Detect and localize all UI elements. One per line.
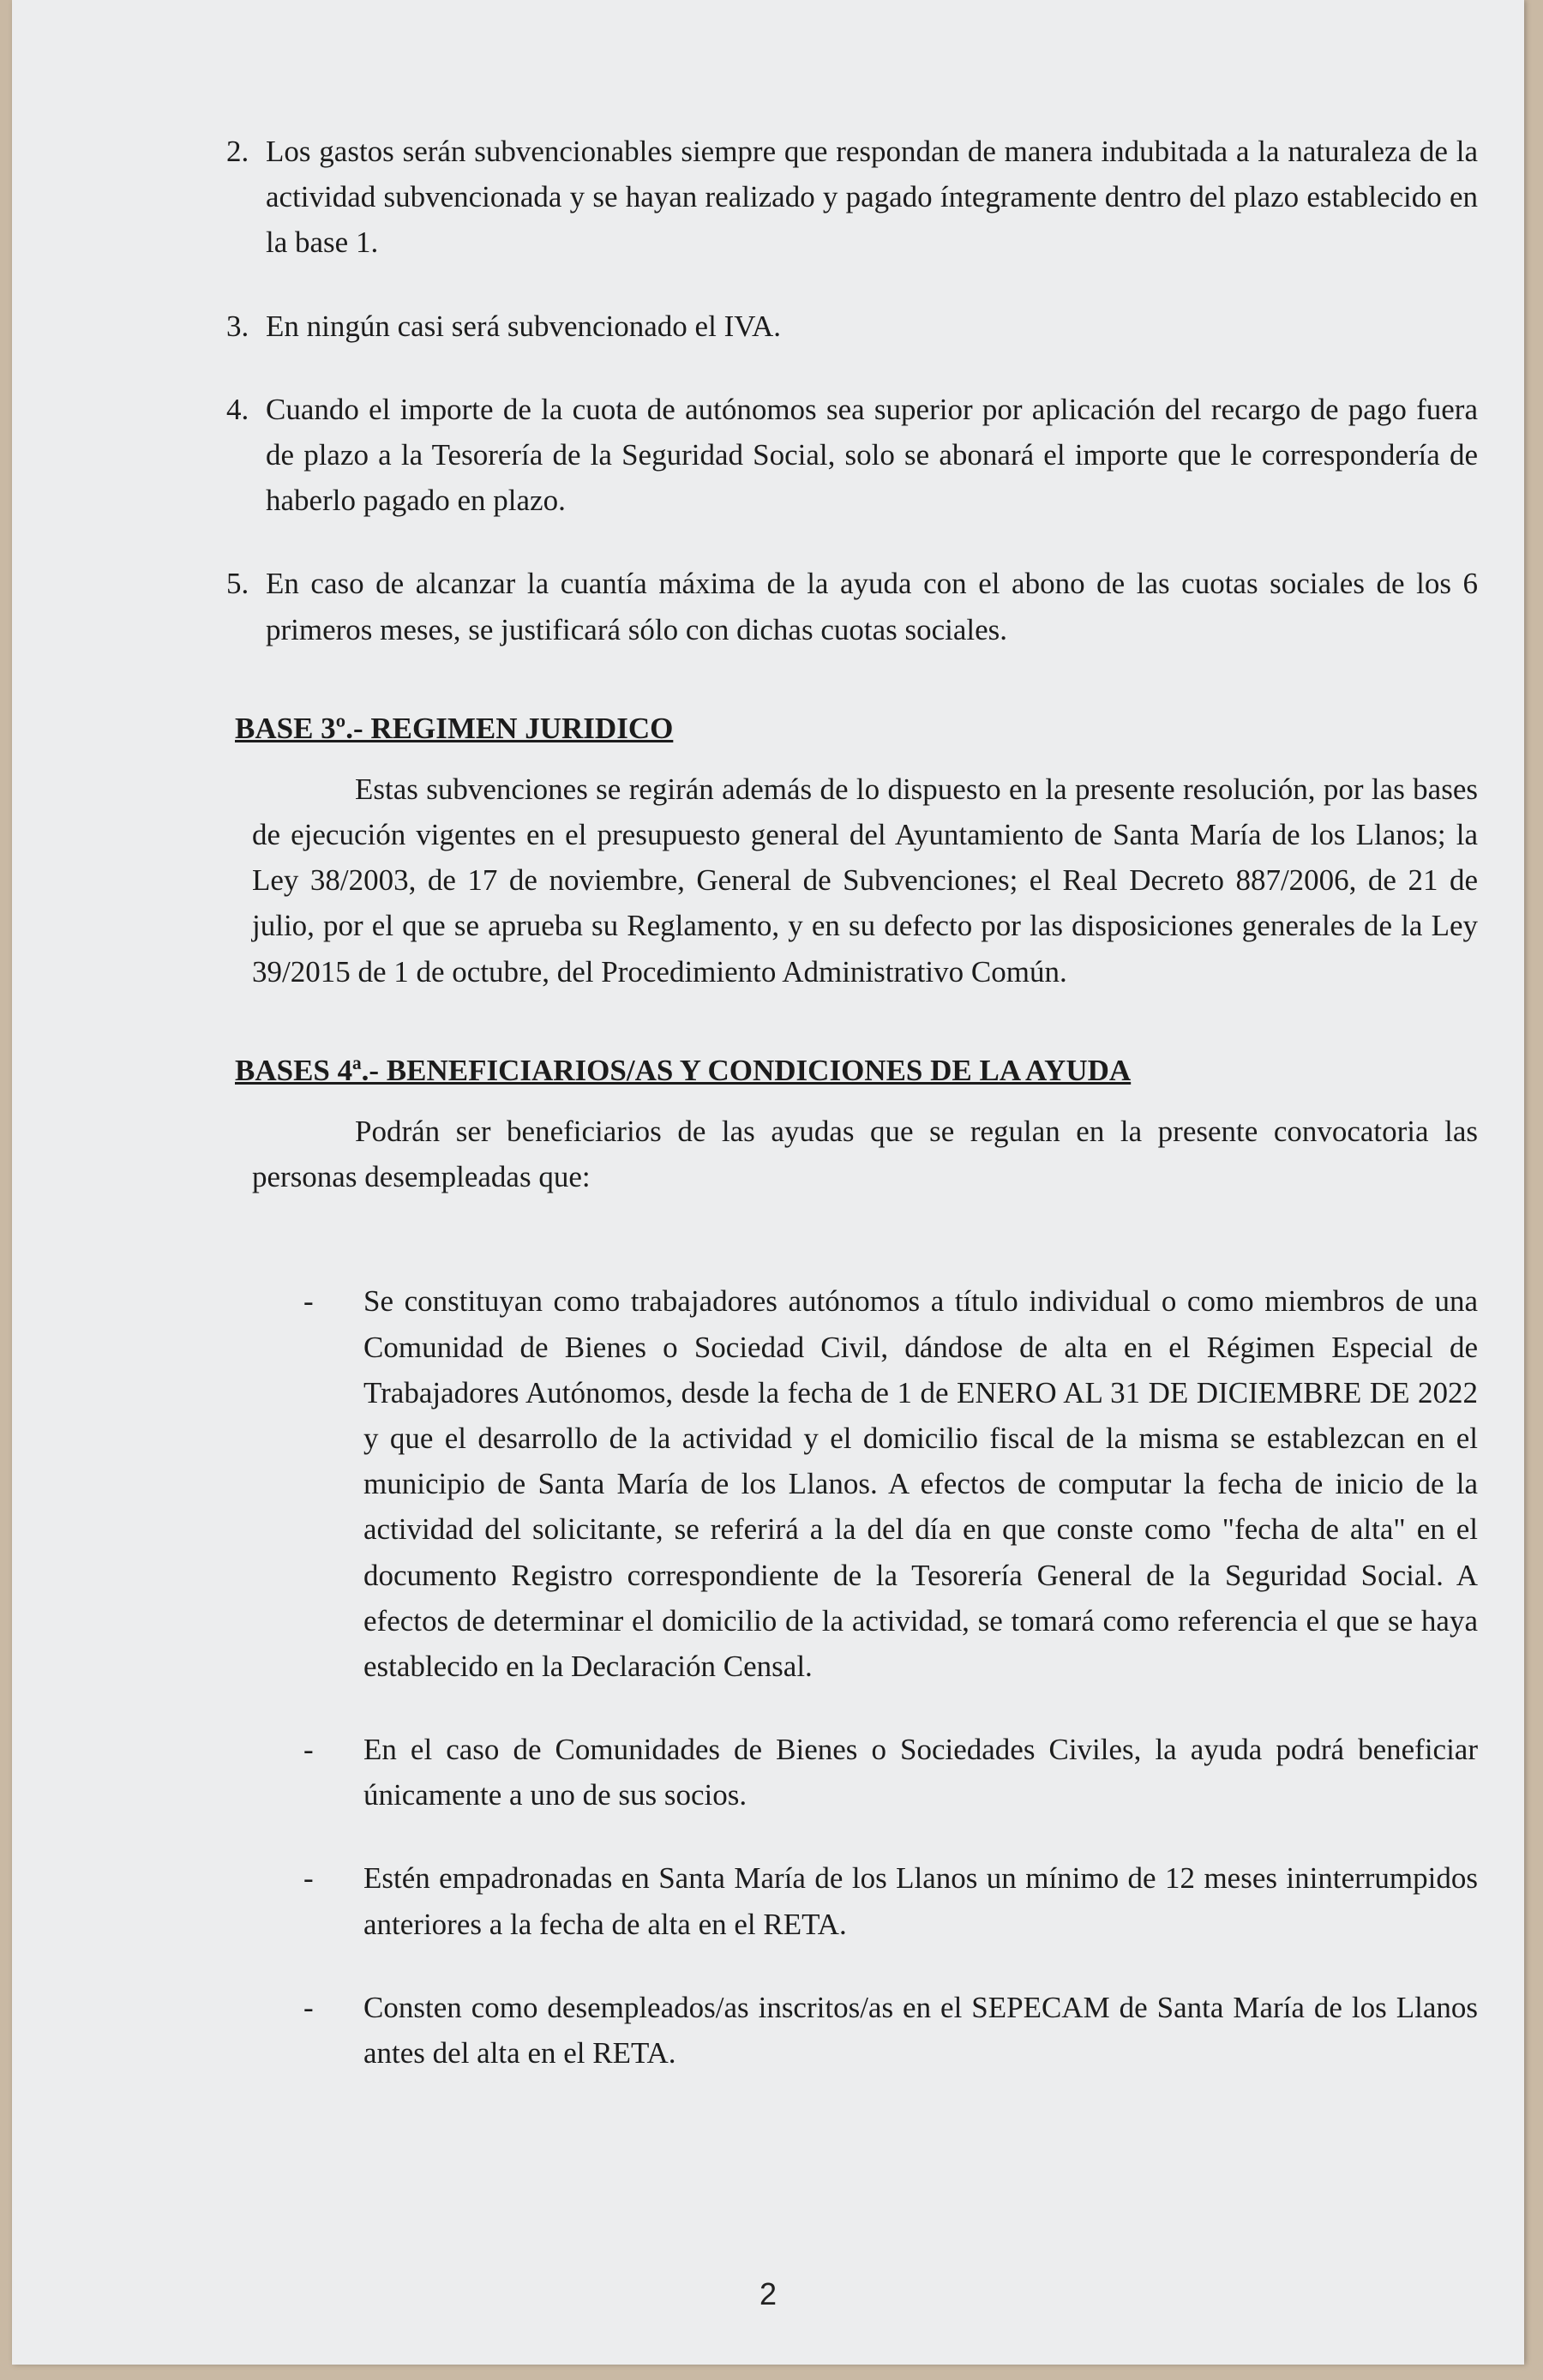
paragraph-base3: Estas subvenciones se regirán además de lo dispuesto en la presente resolución, por las bases de ejecución vigentes en el presupuesto general del Ayuntamiento de Santa María de los Llanos; la Ley 38/2003, de 17 de noviembre, General de Subvenciones; el Real Decreto 887/2006, de 21 de julio, por el que se aprueba su Reglamento, y en su defecto por las disposiciones generales de la Ley 39/2015 de 1 de octubre, del Procedimiento Administrativo Común. — [252, 772, 1478, 989]
list-item-text: Cuando el importe de la cuota de autónomos sea superior por aplicación del recargo de pago fuera de plazo a la Tesorería de la Seguridad Social, solo se abonará el importe que le correspondería de haberlo pagado en plazo. — [266, 392, 1478, 518]
list-item-number: 2. — [226, 135, 249, 168]
list-item-number: 4. — [226, 392, 249, 426]
page-number: 2 — [759, 2276, 778, 2311]
bullet-text: Estén empadronadas en Santa María de los Llanos un mínimo de 12 meses ininterrumpidos anteriores a la fecha de alta en el RETA. — [363, 1861, 1478, 1941]
bullet-dash: - — [303, 1733, 314, 1767]
list-item — [226, 387, 1478, 524]
bullet-item — [295, 1727, 1478, 1818]
bullet-item — [295, 1985, 1478, 2076]
bullet-text: En el caso de Comunidades de Bienes o Sociedades Civiles, la ayuda podrá beneficiar únicamente a uno de sus socios. — [363, 1733, 1478, 1812]
bullet-item — [295, 1855, 1478, 1946]
list-item — [226, 561, 1478, 652]
bullet-text: Se constituyan como trabajadores autónomos a título individual o como miembros de una Comunidad de Bienes o Sociedad Civil, dándose de alta en el Régimen Especial de Trabajadores Autónomos, desde la fecha de 1 de ENERO AL 31 DE DICIEMBRE DE 2022 y que el desarrollo de la actividad y el domicilio fiscal de la misma se establezcan en el municipio de Santa María de los Llanos. A efectos de computar la fecha de inicio de la actividad del solicitante, se referirá a la del día en que conste como "fecha de alta" en el documento Registro correspondiente de la Tesorería General de la Seguridad Social. A efectos de determinar el domicilio de la actividad, se tomará como referencia el que se haya establecido en la Declaración Censal. — [363, 1284, 1478, 1683]
bullet-dash: - — [303, 1990, 314, 2024]
list-item-number: 5. — [226, 567, 249, 601]
list-item-text: Los gastos serán subvencionables siempre que respondan de manera indubitada a la naturaleza de la actividad subvencionada y se hayan realizado y pagado íntegramente dentro del plazo establecido en la base 1. — [266, 135, 1478, 260]
bullet-item — [295, 1278, 1478, 1689]
list-item-text: En caso de alcanzar la cuantía máxima de la ayuda con el abono de las cuotas sociales de los 6 primeros meses, se justificará sólo con dichas cuotas sociales. — [266, 567, 1478, 646]
document-page — [12, 0, 1524, 2365]
section-heading-base3: BASE 3º.- REGIMEN JURIDICO — [235, 711, 674, 745]
document-content — [226, 129, 1478, 2113]
list-item-text: En ningún casi será subvencionado el IVA. — [266, 309, 782, 343]
list-item-number: 3. — [226, 309, 249, 343]
bullet-dash: - — [303, 1284, 314, 1319]
paragraph-base4: Podrán ser beneficiarios de las ayudas que se regulan en la presente convocatoria las personas desempleadas que: — [252, 1115, 1478, 1194]
section-heading-base4: BASES 4ª.- BENEFICIARIOS/AS Y CONDICIONES DE LA AYUDA — [235, 1053, 1132, 1087]
list-item — [226, 129, 1478, 266]
bullet-dash: - — [303, 1861, 314, 1896]
bullet-text: Consten como desempleados/as inscritos/as en el SEPECAM de Santa María de los Llanos antes del alta en el RETA. — [363, 1990, 1478, 2070]
list-item — [226, 304, 1478, 349]
